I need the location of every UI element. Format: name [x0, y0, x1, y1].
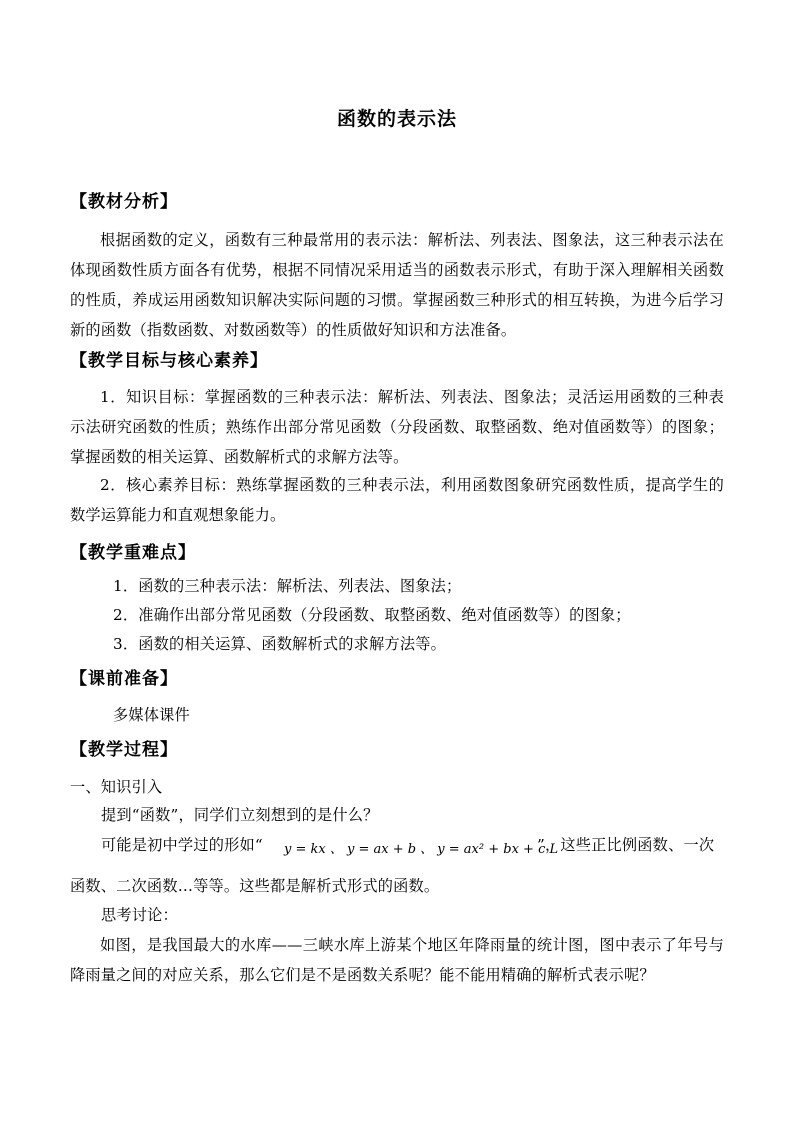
- formula-expression: y = kx 、 y = ax + b 、 y = ax² + bx + c L: [284, 842, 559, 857]
- goals-item-1: 1．知识目标：掌握函数的三种表示法：解析法、列表法、图象法；灵活运用函数的三种表示法研究函数的性质；熟练作出部分常见函数（分段函数、取整函数、绝对值函数等）的图象；掌握函数的相关运算、函数解析式的求解方法等。: [70, 388, 724, 466]
- prep-text: 多媒体课件: [113, 706, 190, 724]
- document-title: 函数的表示法: [336, 108, 457, 130]
- section-heading-prep: 【课前准备】: [70, 669, 178, 689]
- section-heading-goals: 【教学目标与核心素养】: [70, 351, 268, 371]
- subsection-knowledge-intro: 一、知识引入: [70, 778, 163, 796]
- goals-item-2: 2．核心素养目标：熟练掌握函数的三种表示法，利用函数图象研究函数性质，提高学生的数学运算能力和直观想象能力。: [70, 476, 724, 524]
- question-text: 提到“函数”，同学们立刻想到的是什么？: [101, 806, 379, 824]
- discussion-label: 思考讨论：: [101, 906, 178, 924]
- keypoint-item-3: 3．函数的相关运算、函数解析式的求解方法等。: [113, 635, 447, 653]
- example-paragraph: 如图，是我国最大的水库——三峡水库上游某个地区年降雨量的统计图，图中表示了年号与降雨量之间的对应关系，那么它们是不是函数关系呢？能不能用精确的解析式表示呢？: [70, 936, 724, 984]
- section-heading-keypoints: 【教学重难点】: [70, 543, 196, 563]
- possible-answer-suffix: ”，这些正比例函数、一次: [537, 836, 715, 854]
- keypoint-item-1: 1．函数的三种表示法：解析法、列表法、图象法；: [113, 577, 462, 595]
- possible-answer-line2: 函数、二次函数…等等。这些都是解析式形式的函数。: [70, 877, 440, 895]
- keypoint-item-2: 2．准确作出部分常见函数（分段函数、取整函数、绝对值函数等）的图象；: [113, 606, 631, 624]
- possible-answer-prefix: 可能是初中学过的形如“: [101, 836, 263, 854]
- section-heading-process: 【教学过程】: [70, 740, 178, 760]
- section-heading-analysis: 【教材分析】: [70, 192, 178, 212]
- analysis-paragraph: 根据函数的定义，函数有三种最常用的表示法：解析法、列表法、图象法，这三种表示法在体现函数性质方面各有优势，根据不同情况采用适当的函数表示形式，有助于深入理解相关函数的性质，养成运用函数知识解决实际问题的习惯。掌握函数三种形式的相互转换，为进今后学习新的函数（指数函数、对数函数等）的性质做好知识和方法准备。: [70, 231, 724, 339]
